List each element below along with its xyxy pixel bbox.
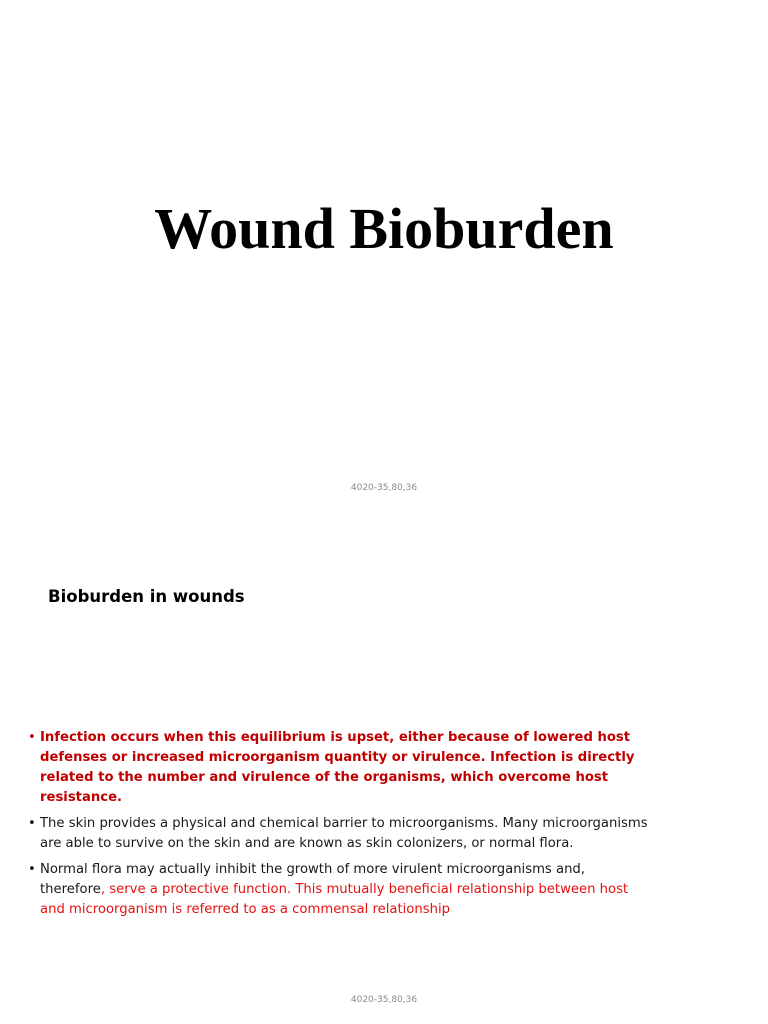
bullet-marker: • xyxy=(28,816,36,831)
slide-footer: 4020-35,80,36 xyxy=(350,995,418,1005)
bullet-marker: • xyxy=(28,862,36,877)
bullet-text-plain: Normal flora may actually inhibit the growth of more virulent microorganisms and, therefore xyxy=(40,862,585,897)
slide-title: Wound Bioburden xyxy=(154,196,614,261)
content-slide xyxy=(0,512,768,1024)
bullet-item-normal-flora xyxy=(28,860,648,920)
bullet-marker: • xyxy=(28,730,36,745)
bullet-text: The skin provides a physical and chemical barrier to microorganisms. Many microorganisms are able to survive on the skin and are known as skin colonizers, or normal flora. xyxy=(40,816,648,851)
bullet-item-skin-barrier xyxy=(28,814,648,854)
bullet-text: Infection occurs when this equilibrium is upset, either because of lowered host defenses or increased microorganism quantity or virulence. Infection is directly related to the number and virulence of the organisms, which overcome host resistance. xyxy=(40,730,635,805)
slide-footer: 4020-35,80,36 xyxy=(350,483,418,493)
bullet-text-highlight: , serve a protective function. This mutually beneficial relationship between host and microorganism is referred to as a commensal relationship xyxy=(40,882,629,917)
bullet-item-infection xyxy=(28,728,648,808)
bullet-list xyxy=(28,728,648,926)
slide-heading: Bioburden in wounds xyxy=(48,587,245,606)
